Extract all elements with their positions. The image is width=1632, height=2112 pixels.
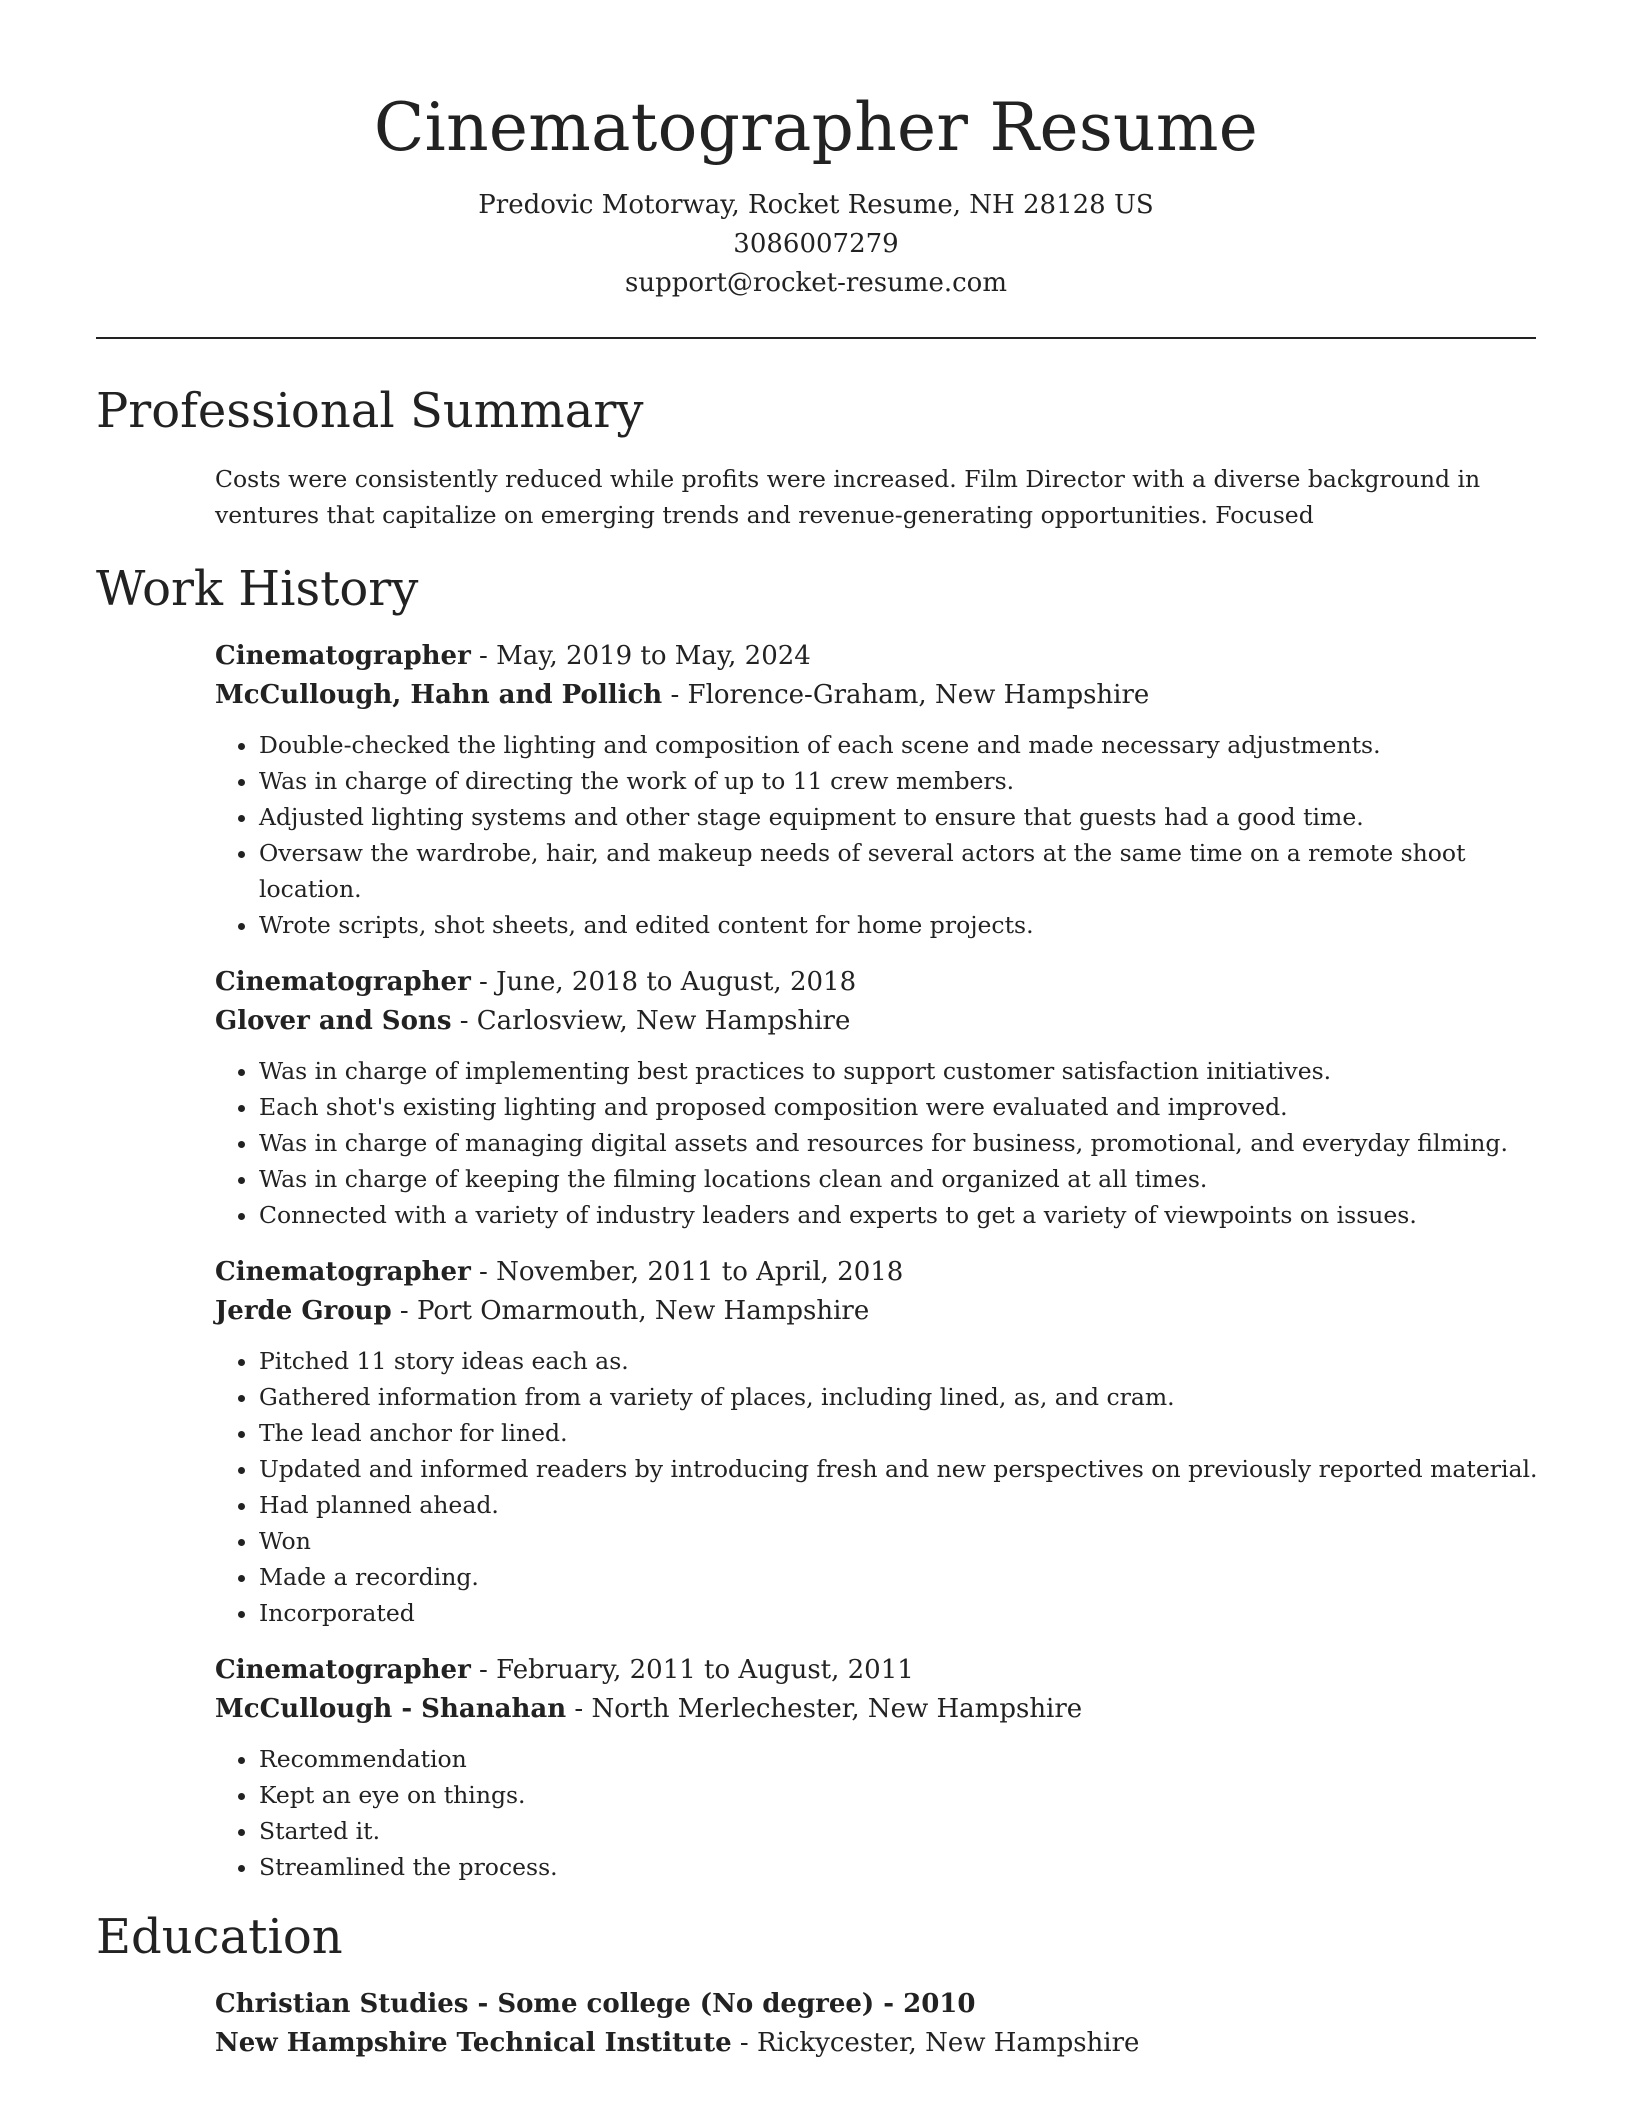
job-bullet: • Pitched 11 story ideas each as. <box>259 1343 1545 1379</box>
job-company: McCullough - Shanahan <box>215 1694 567 1724</box>
work-history-body <box>215 637 1545 1885</box>
job-company: McCullough, Hahn and Pollich <box>215 680 663 710</box>
education-body <box>215 1985 1545 2063</box>
education-degree: Christian Studies - Some college (No degree) - 2010 <box>215 1989 976 2019</box>
job-bullets <box>215 1741 1545 1885</box>
job-bullet: • Streamlined the process. <box>259 1849 1545 1885</box>
job-bullet: • Double-checked the lighting and composition of each scene and made necessary adjustments. <box>259 727 1545 763</box>
job-title-line <box>215 963 1545 1002</box>
job-title: Cinematographer <box>215 1655 471 1685</box>
resume-header <box>96 0 1536 303</box>
job-bullet: • Each shot's existing lighting and proposed composition were evaluated and improved. <box>259 1089 1545 1125</box>
job-bullet: • Gathered information from a variety of places, including lined, as, and cram. <box>259 1379 1545 1415</box>
education-section <box>96 1907 1536 2063</box>
job-location: - Florence-Graham, New Hampshire <box>662 680 1150 710</box>
job-location: - North Merlechester, New Hampshire <box>566 1694 1083 1724</box>
job-entry <box>215 637 1545 943</box>
job-company: Jerde Group <box>215 1296 392 1326</box>
job-entry <box>215 1253 1545 1631</box>
job-bullet: • Updated and informed readers by introducing fresh and new perspectives on previously reported material. <box>259 1451 1545 1487</box>
job-bullets <box>215 727 1545 943</box>
job-bullet: • Made a recording. <box>259 1559 1545 1595</box>
education-location: - Rickycester, New Hampshire <box>731 2028 1140 2058</box>
job-title: Cinematographer <box>215 1257 471 1287</box>
job-title-line <box>215 1253 1545 1292</box>
job-bullet: • The lead anchor for lined. <box>259 1415 1545 1451</box>
job-bullet: • Connected with a variety of industry leaders and experts to get a variety of viewpoints on issues. <box>259 1197 1545 1233</box>
work-history-heading: Work History <box>96 561 419 617</box>
job-bullet: • Started it. <box>259 1813 1545 1849</box>
job-bullet: • Was in charge of managing digital assets and resources for business, promotional, and everyday filming. <box>259 1125 1545 1161</box>
job-bullet: • Oversaw the wardrobe, hair, and makeup needs of several actors at the same time on a remote shoot location. <box>259 835 1545 907</box>
job-bullet: • Wrote scripts, shot sheets, and edited content for home projects. <box>259 907 1545 943</box>
job-bullet: • Was in charge of implementing best practices to support customer satisfaction initiatives. <box>259 1053 1545 1089</box>
summary-heading: Professional Summary <box>96 383 644 439</box>
job-company-line <box>215 1292 1545 1331</box>
job-dates: - May, 2019 to May, 2024 <box>470 641 811 671</box>
job-bullet: • Had planned ahead. <box>259 1487 1545 1523</box>
job-entry <box>215 1651 1545 1885</box>
job-title-line <box>215 637 1545 676</box>
job-title-line <box>215 1651 1545 1690</box>
job-location: - Port Omarmouth, New Hampshire <box>391 1296 870 1326</box>
summary-text: Costs were consistently reduced while profits were increased. Film Director with a diverse background in ventures that capitalize on emerging trends and revenue-generating opportunities. Focused <box>215 465 1481 529</box>
job-entry <box>215 963 1545 1233</box>
job-dates: - February, 2011 to August, 2011 <box>470 1655 914 1685</box>
job-title: Cinematographer <box>215 967 471 997</box>
job-bullets <box>215 1053 1545 1233</box>
work-history-section <box>96 559 1536 1885</box>
resume-page <box>96 0 1536 2063</box>
education-heading: Education <box>96 1909 343 1965</box>
contact-address: Predovic Motorway, Rocket Resume, NH 28128 US <box>478 190 1154 220</box>
job-company-line <box>215 1002 1545 1041</box>
education-degree-line <box>215 1985 1545 2024</box>
education-school: New Hampshire Technical Institute <box>215 2028 732 2058</box>
job-title: Cinematographer <box>215 641 471 671</box>
job-bullet: • Won <box>259 1523 1545 1559</box>
job-company: Glover and Sons <box>215 1006 452 1036</box>
job-bullets <box>215 1343 1545 1631</box>
job-bullet: • Incorporated <box>259 1595 1545 1631</box>
resume-title: Cinematographer Resume <box>373 89 1259 166</box>
job-location: - Carlosview, New Hampshire <box>451 1006 851 1036</box>
education-school-line <box>215 2024 1545 2063</box>
job-bullet: • Was in charge of keeping the filming locations clean and organized at all times. <box>259 1161 1545 1197</box>
job-dates: - June, 2018 to August, 2018 <box>470 967 857 997</box>
contact-block <box>96 186 1536 303</box>
job-bullet: • Was in charge of directing the work of up to 11 crew members. <box>259 763 1545 799</box>
job-company-line <box>215 1690 1545 1729</box>
summary-section <box>96 381 1536 533</box>
contact-phone: 3086007279 <box>733 229 899 259</box>
job-bullet: • Recommendation <box>259 1741 1545 1777</box>
header-divider <box>96 337 1536 339</box>
job-bullet: • Kept an eye on things. <box>259 1777 1545 1813</box>
contact-email: support@rocket-resume.com <box>624 268 1007 298</box>
job-bullet: • Adjusted lighting systems and other stage equipment to ensure that guests had a good time. <box>259 799 1545 835</box>
job-dates: - November, 2011 to April, 2018 <box>470 1257 904 1287</box>
job-company-line <box>215 676 1545 715</box>
